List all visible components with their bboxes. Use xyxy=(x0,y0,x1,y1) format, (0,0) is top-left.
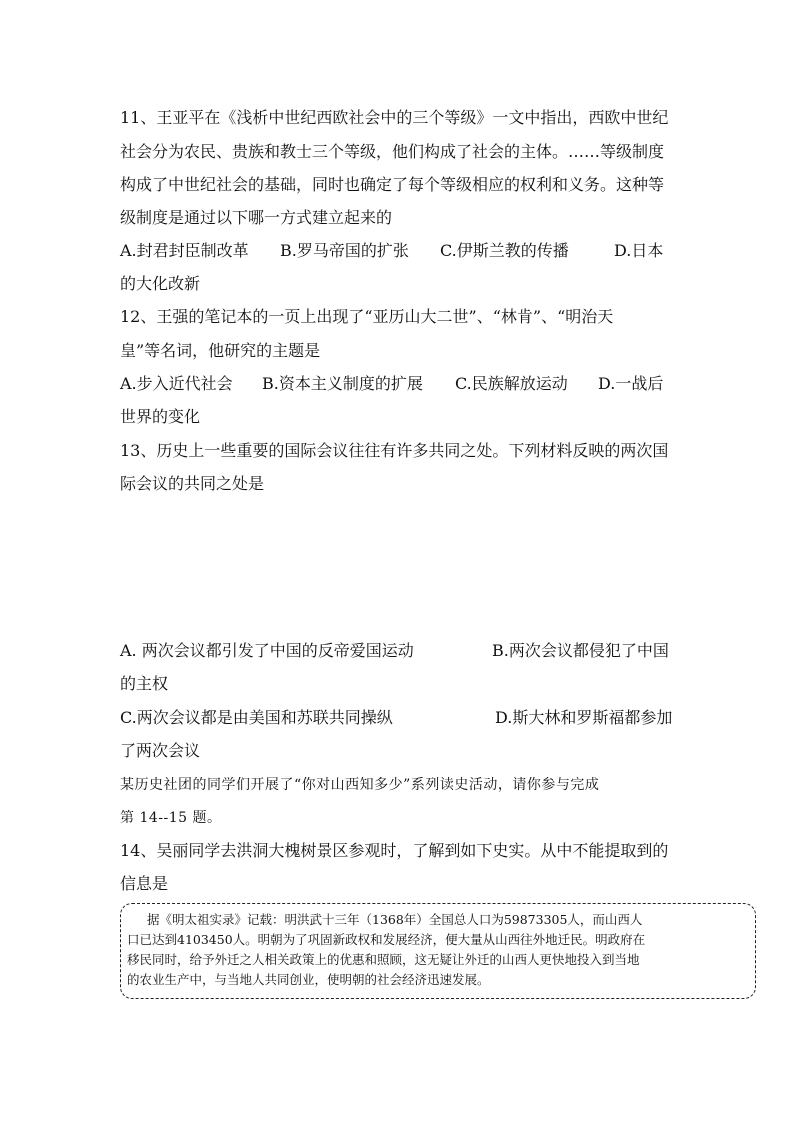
q11-option-d-continued: 的大化改新 xyxy=(120,274,201,293)
material-box xyxy=(120,903,756,999)
q13-option-b-continued: 的主权 xyxy=(120,674,169,693)
material-line-3: 移民同时，给予外迁之人相关政策上的优惠和照顾，这无疑让外迁的山西人更快地投入到当地 xyxy=(127,952,640,967)
q14-line-1: 14、吴丽同学去洪洞大槐树景区参观时，了解到如下史实。从中不能提取到的 xyxy=(120,841,669,860)
q13-option-c: C.两次会议都是由美国和苏联共同操纵 xyxy=(120,708,393,727)
q12-option-d-continued: 世界的变化 xyxy=(120,407,201,426)
q11-option-d: D.日本 xyxy=(614,241,664,260)
q12-option-b: B.资本主义制度的扩展 xyxy=(262,374,423,393)
q14-line-2: 信息是 xyxy=(120,874,169,893)
q13-line-2: 际会议的共同之处是 xyxy=(120,474,265,493)
q11-option-b: B.罗马帝国的扩张 xyxy=(280,241,409,260)
q11-line-2: 社会分为农民、贵族和教士三个等级，他们构成了社会的主体。……等级制度 xyxy=(120,142,665,161)
q12-line-2: 皇”等名词，他研究的主题是 xyxy=(120,341,321,360)
q12-line-1: 12、王强的笔记本的一页上出现了“亚历山大二世”、“林肯”、“明治天 xyxy=(120,307,614,326)
q12-option-d: D.一战后 xyxy=(598,374,664,393)
q11-line-1: 11、王亚平在《浅析中世纪西欧社会中的三个等级》一文中指出，西欧中世纪 xyxy=(120,108,669,127)
q11-option-a: A.封君封臣制改革 xyxy=(120,241,249,260)
q11-option-c: C.伊斯兰教的传播 xyxy=(440,241,569,260)
q12-option-c: C.民族解放运动 xyxy=(455,374,568,393)
section-intro-line-2: 第 14--15 题。 xyxy=(120,810,222,826)
q11-line-3: 构成了中世纪社会的基础，同时也确定了每个等级相应的权利和义务。这种等 xyxy=(120,175,665,194)
material-line-1: 据《明太祖实录》记载：明洪武十三年（1368年）全国总人口为59873305人，而山西人 xyxy=(147,912,643,927)
q13-option-a: A. 两次会议都引发了中国的反帝爱国运动 xyxy=(120,641,414,660)
q13-option-b: B.两次会议都侵犯了中国 xyxy=(492,641,669,660)
section-intro-line-1: 某历史社团的同学们开展了“你对山西知多少”系列读史活动，请你参与完成 xyxy=(120,777,600,793)
material-line-2: 口已达到4103450人。明朝为了巩固新政权和发展经济，便大量从山西往外地迁民。明政府在 xyxy=(127,932,646,947)
q13-option-d: D.斯大林和罗斯福都参加 xyxy=(495,708,673,727)
material-line-4: 的农业生产中，与当地人共同创业，使明朝的社会经济迅速发展。 xyxy=(127,972,490,987)
q12-option-a: A.步入近代社会 xyxy=(120,374,233,393)
q13-option-d-continued: 了两次会议 xyxy=(120,741,201,760)
q11-line-4: 级制度是通过以下哪一方式建立起来的 xyxy=(120,208,393,227)
q13-line-1: 13、历史上一些重要的国际会议往往有许多共同之处。下列材料反映的两次国 xyxy=(120,441,669,460)
